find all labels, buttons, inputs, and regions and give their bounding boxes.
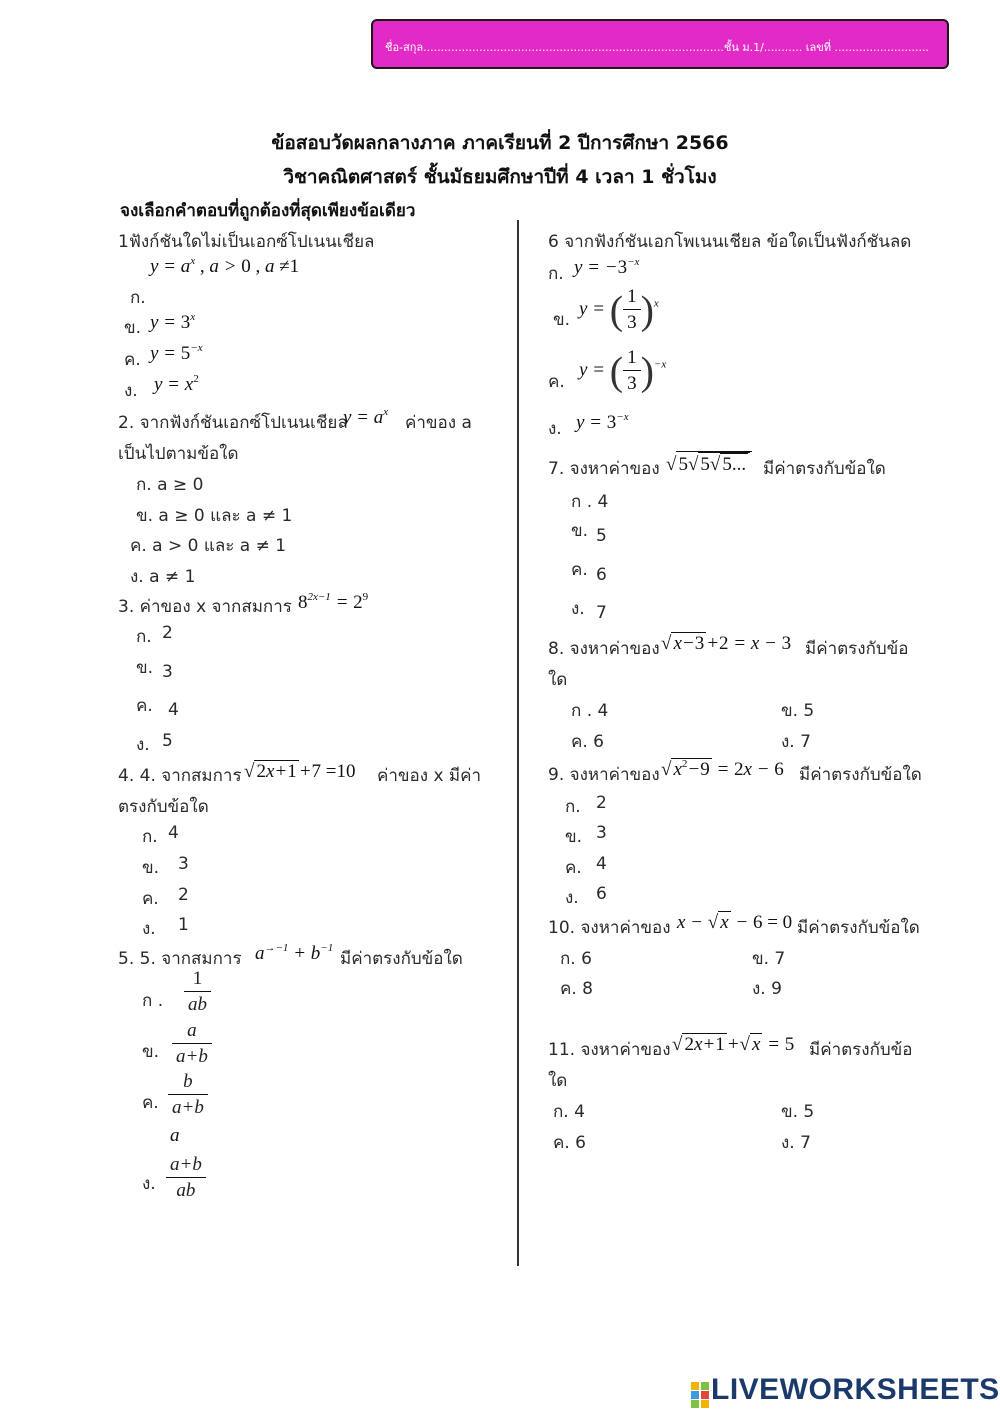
q4-choice-c[interactable]: ค. bbox=[142, 889, 159, 909]
liveworksheets-logo-icon bbox=[691, 1382, 709, 1408]
q8-prompt: 8. จงหาค่าของ bbox=[548, 639, 660, 659]
column-divider bbox=[517, 220, 519, 1266]
q4-prompt-tail: ค่าของ x มีค่า bbox=[377, 766, 482, 786]
q1-choice-b[interactable]: ข. bbox=[124, 318, 142, 338]
q5-choice-a-fraction: $\frac{1}{ab}$ bbox=[184, 968, 211, 1016]
q10-choice-d[interactable]: ง. 9 bbox=[752, 979, 782, 999]
q9-choice-c-value: 4 bbox=[596, 854, 607, 874]
q7-choice-b-value: 5 bbox=[596, 526, 607, 546]
q3-choice-a[interactable]: ก. bbox=[136, 627, 152, 647]
q4-prompt-line2: ตรงกับข้อใด bbox=[118, 797, 209, 817]
q2-choice-b[interactable]: ข. a ≥ 0 และ a ≠ 1 bbox=[136, 506, 293, 526]
q7-prompt: 7. จงหาค่าของ bbox=[548, 459, 660, 479]
q5-choice-d-fraction: $\frac{a+b}{ab}$ bbox=[166, 1154, 206, 1202]
q7-choice-c-value: 6 bbox=[596, 565, 607, 585]
q1-choice-a[interactable]: ก. bbox=[130, 288, 146, 308]
q3-choice-b-value: 3 bbox=[162, 662, 173, 682]
q5-choice-d[interactable]: ง. bbox=[142, 1174, 156, 1194]
q1-choice-d[interactable]: ง. bbox=[124, 381, 138, 401]
q4-choice-d[interactable]: ง. bbox=[142, 919, 156, 939]
q5-choice-c[interactable]: ค. bbox=[142, 1093, 159, 1113]
q4-choice-b[interactable]: ข. bbox=[142, 858, 160, 878]
student-info-line: ชื่อ-สกุล......................................................................................ชั้น ม.1/........... เลขที่ ........................... bbox=[385, 41, 929, 54]
q1-condition: $y = a^x$ , a > 0 , a ≠1 bbox=[150, 255, 300, 277]
q3-math: $8^{2x-1} = 2^9$ bbox=[298, 591, 369, 613]
q1-choice-c-math: $y = 5^{-x}$ bbox=[150, 342, 203, 364]
q4-prompt: 4. 4. จากสมการ bbox=[118, 766, 242, 786]
q9-choice-a-value: 2 bbox=[596, 793, 607, 813]
q3-choice-a-value: 2 bbox=[162, 623, 173, 643]
q10-prompt-tail: มีค่าตรงกับข้อใด bbox=[797, 918, 920, 938]
q5-prompt-tail: มีค่าตรงกับข้อใด bbox=[340, 949, 463, 969]
q2-math: $y = a^x$ bbox=[343, 406, 389, 428]
q1-choice-b-math: $y = 3^x$ bbox=[150, 311, 196, 333]
q4-math: √ 2x+1 +7 =10 bbox=[244, 761, 356, 782]
q11-prompt-line2: ใด bbox=[548, 1071, 568, 1091]
exam-subtitle: วิชาคณิตศาสตร์ ชั้นมัธยมศึกษาปีที่ 4 เวลา 1 ชั่วโมง bbox=[283, 166, 717, 188]
liveworksheets-logo[interactable] bbox=[691, 1373, 1000, 1408]
q10-choice-a[interactable]: ก. 6 bbox=[560, 949, 592, 969]
q8-math: √ x−3 +2 = x − 3 bbox=[661, 633, 792, 654]
q3-choice-d[interactable]: ง. bbox=[136, 735, 150, 755]
q4-choice-b-value: 3 bbox=[178, 854, 189, 874]
q9-choice-b-value: 3 bbox=[596, 823, 607, 843]
q4-choice-a[interactable]: ก. bbox=[142, 827, 158, 847]
q9-choice-b[interactable]: ข. bbox=[565, 827, 583, 847]
q11-math: √ 2x+1 +√ x = 5 bbox=[672, 1034, 795, 1055]
q6-choice-a[interactable]: ก. bbox=[548, 264, 564, 284]
q2-choice-a[interactable]: ก. a ≥ 0 bbox=[136, 475, 204, 495]
q6-choice-b[interactable]: ข. bbox=[553, 310, 571, 330]
q9-choice-a[interactable]: ก. bbox=[565, 797, 581, 817]
q7-choice-d-value: 7 bbox=[596, 603, 607, 623]
q2-choice-d[interactable]: ง. a ≠ 1 bbox=[130, 567, 196, 587]
q9-prompt-tail: มีค่าตรงกับข้อใด bbox=[799, 765, 922, 785]
q5-choice-c-fraction: $\frac{b}{a+b}$ bbox=[168, 1071, 208, 1119]
q8-choice-a[interactable]: ก . 4 bbox=[571, 701, 609, 721]
q5-stray-a: a bbox=[170, 1125, 180, 1146]
q8-choice-b[interactable]: ข. 5 bbox=[781, 701, 815, 721]
q4-choice-c-value: 2 bbox=[178, 885, 189, 905]
q5-choice-b[interactable]: ข. bbox=[142, 1042, 160, 1062]
q9-prompt: 9. จงหาค่าของ bbox=[548, 765, 660, 785]
q2-prompt: 2. จากฟังก์ชันเอกซ์โปเนนเชียล bbox=[118, 413, 348, 433]
q6-choice-c[interactable]: ค. bbox=[548, 372, 565, 392]
q8-choice-d[interactable]: ง. 7 bbox=[781, 732, 811, 752]
q10-math: x − √ x − 6 = 0 bbox=[677, 912, 793, 933]
q1-choice-d-math: $y = x^2$ bbox=[154, 373, 199, 395]
q4-choice-d-value: 1 bbox=[178, 915, 189, 935]
instruction: จงเลือกคำตอบที่ถูกต้องที่สุดเพียงข้อเดียว bbox=[120, 201, 416, 221]
q11-prompt: 11. จงหาค่าของ bbox=[548, 1040, 671, 1060]
q5-prompt: 5. 5. จากสมการ bbox=[118, 949, 242, 969]
q11-choice-a[interactable]: ก. 4 bbox=[553, 1102, 585, 1122]
q6-choice-a-math: $y = -3^{-x}$ bbox=[574, 256, 640, 278]
q2-choice-c[interactable]: ค. a > 0 และ a ≠ 1 bbox=[130, 536, 287, 556]
q5-math: $a^{\to-1} + b^{-1}$ bbox=[255, 942, 334, 964]
q6-choice-d-math: $y = 3^{-x}$ bbox=[576, 411, 629, 433]
q2-prompt-line2: เป็นไปตามข้อใด bbox=[118, 444, 239, 464]
q7-math: √ 5√ 5√ 5... bbox=[666, 451, 752, 476]
liveworksheets-logo-text: LIVEWORKSHEETS bbox=[711, 1373, 1000, 1406]
q2-prompt-tail: ค่าของ a bbox=[405, 413, 472, 433]
q10-prompt: 10. จงหาค่าของ bbox=[548, 918, 671, 938]
q1-prompt: 1ฟังก์ชันใดไม่เป็นเอกซ์โปเนนเชียล bbox=[118, 232, 375, 252]
q6-choice-c-math: y = ( $\frac{1}{3}$ )$^{-x}$ bbox=[579, 347, 667, 394]
q9-choice-d-value: 6 bbox=[596, 884, 607, 904]
q10-choice-c[interactable]: ค. 8 bbox=[560, 979, 593, 999]
q3-choice-c-value: 4 bbox=[168, 700, 179, 720]
q7-choice-d[interactable]: ง. bbox=[571, 599, 585, 619]
q7-choice-c[interactable]: ค. bbox=[571, 560, 588, 580]
q6-choice-b-math: y = ( $\frac{1}{3}$ )$^x$ bbox=[579, 286, 659, 333]
q7-choice-b[interactable]: ข. bbox=[571, 521, 589, 541]
q9-math: √ $x^2-9 = 2x - 6$ bbox=[661, 758, 784, 780]
q10-choice-b[interactable]: ข. 7 bbox=[752, 949, 786, 969]
exam-title: ข้อสอบวัดผลกลางภาค ภาคเรียนที่ 2 ปีการศึกษา 2566 bbox=[271, 132, 729, 154]
q7-prompt-tail: มีค่าตรงกับข้อใด bbox=[763, 459, 886, 479]
q5-choice-a[interactable]: ก . bbox=[142, 991, 164, 1011]
name-bar bbox=[371, 19, 949, 69]
q5-choice-b-fraction: $\frac{a}{a+b}$ bbox=[172, 1020, 212, 1068]
q1-choice-c[interactable]: ค. bbox=[124, 350, 141, 370]
q9-choice-c[interactable]: ค. bbox=[565, 858, 582, 878]
q11-choice-b[interactable]: ข. 5 bbox=[781, 1102, 815, 1122]
q6-choice-d[interactable]: ง. bbox=[548, 419, 562, 439]
q3-choice-b[interactable]: ข. bbox=[136, 658, 154, 678]
q3-choice-c[interactable]: ค. bbox=[136, 696, 153, 716]
q11-choice-c[interactable]: ค. 6 bbox=[553, 1133, 586, 1153]
q7-choice-a[interactable]: ก . 4 bbox=[571, 492, 609, 512]
q8-prompt-line2: ใด bbox=[548, 670, 568, 690]
q9-choice-d[interactable]: ง. bbox=[565, 888, 579, 908]
q3-prompt: 3. ค่าของ x จากสมการ bbox=[118, 597, 292, 617]
q11-choice-d[interactable]: ง. 7 bbox=[781, 1133, 811, 1153]
q8-prompt-tail: มีค่าตรงกับข้อ bbox=[805, 639, 909, 659]
q3-choice-d-value: 5 bbox=[162, 731, 173, 751]
q8-choice-c[interactable]: ค. 6 bbox=[571, 732, 604, 752]
q11-prompt-tail: มีค่าตรงกับข้อ bbox=[809, 1040, 913, 1060]
q6-prompt: 6 จากฟังก์ชันเอกโพเนนเชียล ข้อใดเป็นฟังก์ชันลด bbox=[548, 232, 912, 252]
q4-choice-a-value: 4 bbox=[168, 823, 179, 843]
